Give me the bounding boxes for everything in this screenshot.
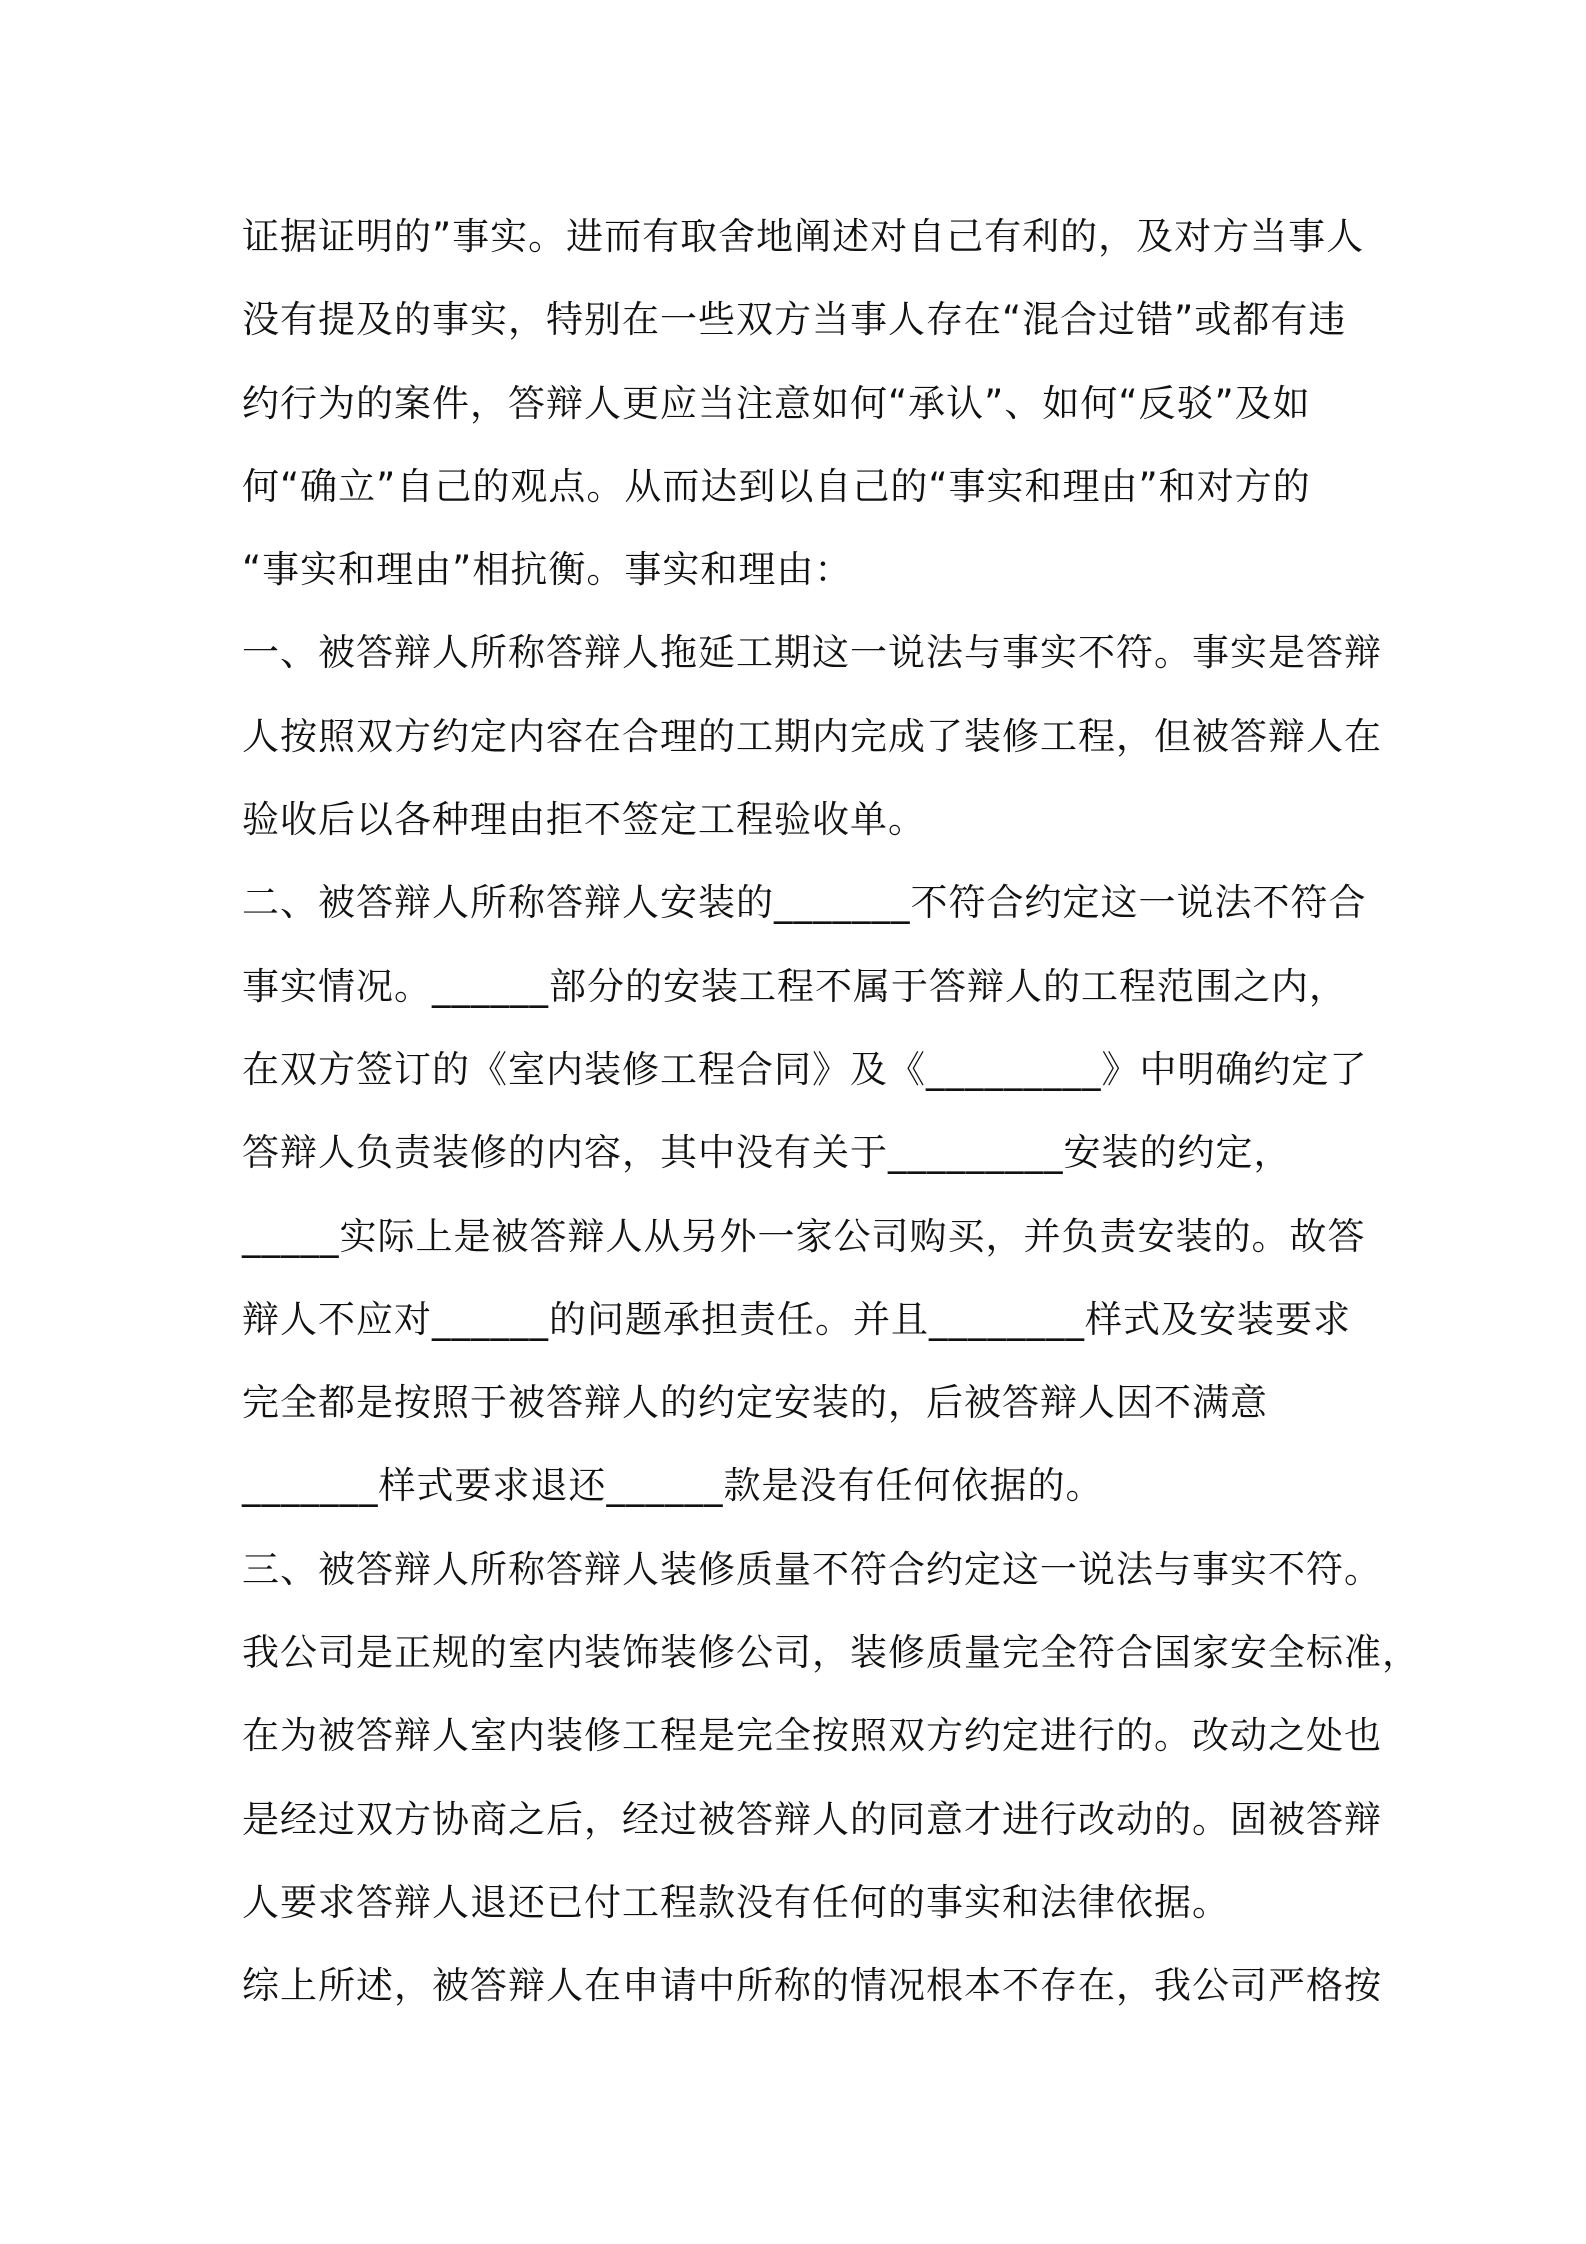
text-line: 在双方签订的《室内装修工程合同》及《_________》中明确约定了 bbox=[242, 1047, 1368, 1091]
text-line: 二、被答辩人所称答辩人安装的_______不符合约定这一说法不符合 bbox=[242, 881, 1367, 925]
document-body bbox=[242, 195, 1420, 2028]
text-line: 没有提及的事实，特别在一些双方当事人存在“混合过错”或都有违 bbox=[242, 298, 1347, 342]
text-line: _____实际上是被答辩人从另外一家公司购买，并负责安装的。故答 bbox=[242, 1214, 1366, 1258]
text-line: “事实和理由”相抗衡。事实和理由： bbox=[242, 548, 853, 592]
text-line: 证据证明的”事实。进而有取舍地阐述对自己有利的，及对方当事人 bbox=[242, 215, 1365, 258]
text-line: 一、被答辩人所称答辩人拖延工期这一说法与事实不符。事实是答辩 bbox=[242, 631, 1382, 675]
text-line: 在为被答辩人室内装修工程是完全按照双方约定进行的。改动之处也 bbox=[242, 1714, 1382, 1758]
text-line: 人要求答辩人退还已付工程款没有任何的事实和法律依据。 bbox=[242, 1880, 1230, 1924]
text-line: 约行为的案件，答辩人更应当注意如何“承认”、如何“反驳”及如 bbox=[242, 381, 1311, 425]
text-line: 答辩人负责装修的内容，其中没有关于_________安装的约定， bbox=[242, 1131, 1292, 1175]
text-line: 人按照双方约定内容在合理的工期内完成了装修工程，但被答辩人在 bbox=[242, 714, 1382, 758]
text-line: 辩人不应对______的问题承担责任。并且________样式及安装要求 bbox=[242, 1297, 1351, 1341]
text-line: 何“确立”自己的观点。从而达到以自己的“事实和理由”和对方的 bbox=[242, 464, 1311, 508]
text-line: 综上所述，被答辩人在申请中所称的情况根本不存在，我公司严格按 bbox=[242, 1964, 1382, 2008]
text-line: 完全都是按照于被答辩人的约定安装的，后被答辩人因不满意 bbox=[242, 1381, 1268, 1425]
text-line: 事实情况。______部分的安装工程不属于答辩人的工程范围之内， bbox=[242, 964, 1347, 1008]
text-line: 是经过双方协商之后，经过被答辩人的同意才进行改动的。固被答辩 bbox=[242, 1797, 1382, 1841]
text-line: 验收后以各种理由拒不签定工程验收单。 bbox=[242, 798, 926, 842]
text-line: _______样式要求退还______款是没有任何依据的。 bbox=[242, 1464, 1104, 1508]
text-line: 三、被答辩人所称答辩人装修质量不符合约定这一说法与事实不符。 bbox=[242, 1547, 1382, 1591]
text-line: 我公司是正规的室内装饰装修公司，装修质量完全符合国家安全标准， bbox=[242, 1631, 1420, 1675]
